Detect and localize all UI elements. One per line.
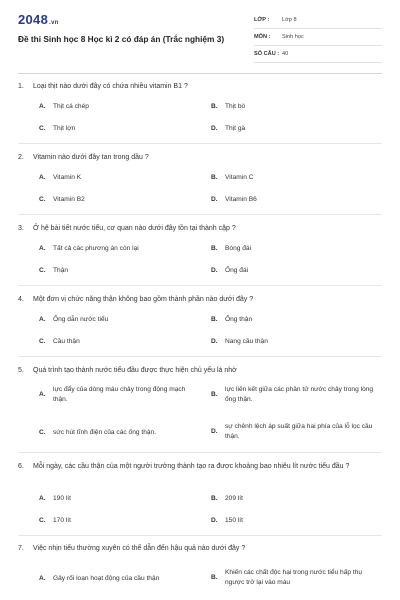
option-a[interactable] [39,574,211,584]
question-3 [18,223,384,274]
option-d[interactable] [211,195,257,205]
option-a[interactable] [39,385,209,405]
option-text: Gây rối loạn hoạt động của cầu thận [53,575,160,582]
option-letter: C. [39,517,46,524]
option-c[interactable] [39,516,71,526]
option-text: Ống dẫn nước tiểu [53,316,109,323]
option-text: Bóng đái [225,245,252,252]
option-c[interactable] [39,337,80,347]
option-c[interactable] [39,124,75,134]
option-letter: C. [39,267,46,274]
option-letter: C. [39,196,46,203]
option-text: Vitamin K [53,174,82,181]
question-6 [18,461,384,524]
option-letter: B. [211,574,218,581]
option-text: Nang cầu thận [225,338,268,345]
option-text: Vitamin C [225,174,254,181]
question-text: Mỗi ngày, các cầu thận của một người trưởng thành tạo ra được khoảng bao nhiêu lít nước tiểu đầu ? [33,463,350,470]
option-b[interactable] [211,102,245,112]
option-text: Vitamin B6 [225,196,257,203]
option-b[interactable] [211,385,381,405]
question-text: Loại thịt nào dưới đây có chứa nhiều vitamin B1 ? [33,83,188,90]
page-title: Đề thi Sinh học 8 Học kì 2 có đáp án (Trắc nghiệm 3) [18,34,225,44]
option-b[interactable] [211,173,253,183]
question-text: Vitamin nào dưới đây tan trong dầu ? [33,154,149,161]
option-text: Tất cả các phương án còn lại [53,245,139,252]
option-d[interactable] [211,337,268,347]
option-a[interactable] [39,244,139,254]
question-1 [18,81,384,132]
option-letter: B. [211,245,218,252]
option-text: Vitamin B2 [53,196,85,203]
question-number: 6. [18,463,24,470]
meta-key: LỚP : [254,17,270,23]
option-letter: D. [211,267,218,274]
option-b[interactable] [211,244,251,254]
option-text: sức hút tĩnh điện của các ống thận. [53,429,157,436]
question-text: Quá trình tạo thành nước tiểu đầu được thực hiện chủ yếu là nhờ [33,367,237,374]
question-text: Một đơn vị chức năng thận không bao gồm thành phần nào dưới đây ? [33,296,254,303]
option-text: Thận [53,267,69,274]
divider [18,143,382,144]
option-letter: C. [39,125,46,132]
meta-row-count [254,46,382,63]
option-letter: A. [39,391,46,398]
header [0,0,400,74]
question-number: 2. [18,154,24,161]
question-number: 5. [18,367,24,374]
option-d[interactable] [211,266,248,276]
question-text: Ở hệ bài tiết nước tiểu, cơ quan nào dưới đây tồn tại thành cặp ? [33,225,236,232]
option-letter: A. [39,495,46,502]
option-letter: C. [39,338,46,345]
question-text: Việc nhịn tiểu thường xuyên có thể dẫn đến hậu quả nào dưới đây ? [33,545,246,552]
divider [18,356,382,357]
option-text: 150 lít [225,517,243,524]
header-divider [18,73,382,74]
option-letter: A. [39,575,46,582]
question-5 [18,365,384,440]
option-text: 209 lít [225,495,243,502]
option-text: 190 lít [53,495,71,502]
option-c[interactable] [39,266,68,276]
option-letter: A. [39,245,46,252]
option-a[interactable] [39,173,81,183]
option-text: Ống thận [225,316,253,323]
option-letter: D. [211,125,218,132]
divider [18,535,382,536]
option-letter: B. [211,391,218,398]
meta-value: 40 [282,51,289,57]
option-letter: A. [39,174,46,181]
option-text: sự chênh lệch áp suất giữa hai phía của lỗ lọc cầu thận. [225,423,373,440]
site-logo[interactable] [18,12,59,27]
option-letter: D. [211,517,218,524]
option-d[interactable] [211,124,245,134]
option-letter: A. [39,103,46,110]
meta-row-class [254,12,382,29]
option-letter: B. [211,103,218,110]
option-letter: B. [211,316,218,323]
option-text: Cầu thận [53,338,80,345]
logo-sub: .vn [49,20,59,26]
option-b[interactable] [211,494,243,504]
option-letter: D. [211,338,218,345]
option-text: Thịt lợn [53,125,76,132]
meta-key: SỐ CÂU : [254,51,280,57]
option-letter: B. [211,495,218,502]
option-text: lực liên kết giữa các phân tử nước chảy trong lòng ống thận. [225,386,374,403]
option-a[interactable] [39,315,108,325]
option-text: Thịt gà [225,125,246,132]
question-number: 4. [18,296,24,303]
question-7 [18,543,384,586]
option-text: Thịt cá chép [53,103,89,110]
meta-value: Lớp 8 [282,17,297,23]
divider [18,452,382,453]
option-c[interactable] [39,195,85,205]
meta-key: MÔN : [254,34,271,40]
meta-value: Sinh học [282,34,304,40]
option-letter: C. [39,429,46,436]
question-number: 3. [18,225,24,232]
option-d[interactable] [211,422,381,442]
divider [18,285,382,286]
option-text: lực đẩy của dòng máu chảy trong động mạch thận. [53,386,186,403]
option-text: 170 lít [53,517,71,524]
question-number: 7. [18,545,24,552]
option-text: Khiến các chất độc hại trong nước tiểu hấp thụ ngược trở lại vào máu [225,569,363,586]
logo-main: 2048 [18,12,49,27]
option-d[interactable] [211,516,243,526]
option-a[interactable] [39,102,89,112]
option-b[interactable] [211,315,252,325]
option-letter: B. [211,174,218,181]
meta-table [254,12,382,63]
question-2 [18,152,384,203]
question-4 [18,294,384,345]
option-letter: D. [211,428,218,435]
option-b[interactable] [211,568,381,588]
option-letter: A. [39,316,46,323]
option-a[interactable] [39,494,71,504]
option-c[interactable] [39,428,209,438]
meta-row-subject [254,29,382,46]
option-letter: D. [211,196,218,203]
question-number: 1. [18,83,24,90]
divider [18,214,382,215]
option-text: Ống đái [225,267,249,274]
option-text: Thịt bò [225,103,246,110]
